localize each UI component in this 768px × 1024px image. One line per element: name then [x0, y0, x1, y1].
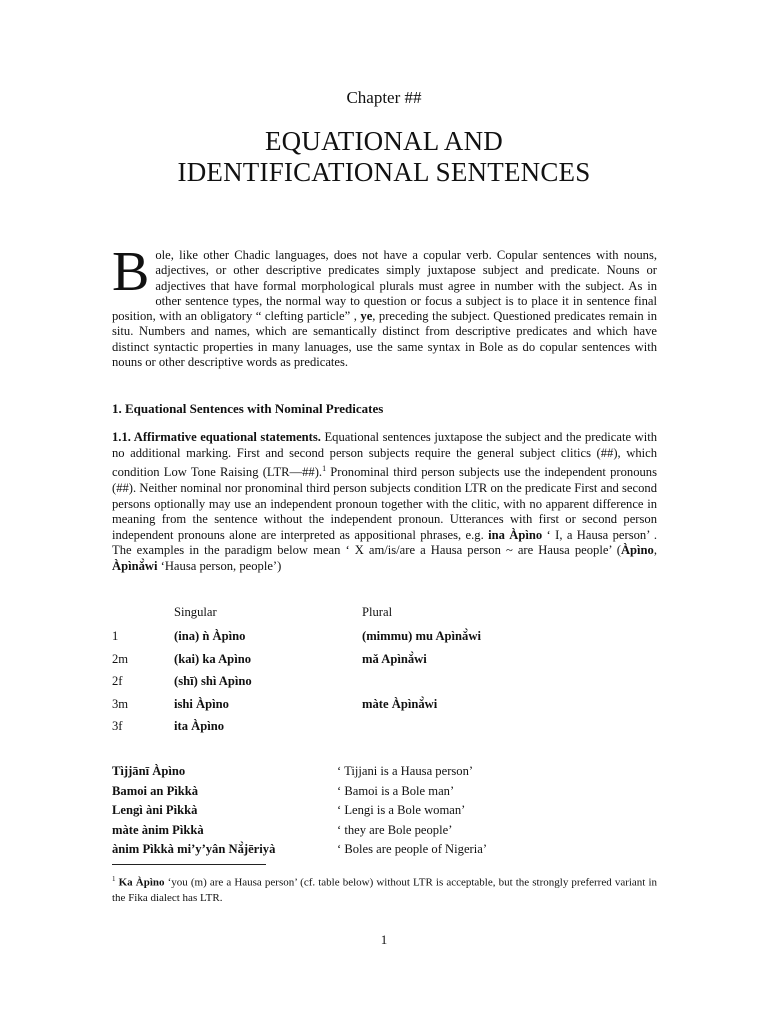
- paradigm-row: [112, 652, 657, 675]
- example-gloss: ‘ Bamoi is a Bole man’: [337, 783, 455, 798]
- example-sentence: Tìjjānī Àpìno: [112, 764, 186, 778]
- example-gloss: ‘ Boles are people of Nigeria’: [337, 842, 488, 856]
- singular-form: (shī) shì Apìno: [174, 674, 252, 688]
- paradigm-row: [112, 629, 657, 652]
- example-list: [112, 764, 657, 862]
- person-label: 1: [112, 629, 119, 643]
- footnote-divider: [112, 864, 266, 865]
- intro-text: ole, like other Chadic languages, does not have a copular verb. Copular sentences with nouns, adjectives, or other descriptive predicates simply juxtapose subject and predicate. Nouns or adjectives that have formal morphological plurals must agree in number with the subject. As in other sentence types, the normal way to question or focus a subject is to place it in sentence final position, with an obligatory “ clefting particle” ,: [112, 248, 657, 324]
- drop-cap: B: [112, 241, 150, 303]
- section-heading: 1. Equational Sentences with Nominal Predicates: [112, 401, 384, 416]
- chapter-title: [0, 126, 768, 188]
- paradigm-header-row: [112, 605, 657, 629]
- plural-form: màte Àpìnǎ̀wi: [362, 696, 438, 711]
- example-gloss: ‘ they are Bole people’: [337, 822, 453, 837]
- example-sentence: Bamoi an Pìkkà: [112, 783, 199, 798]
- footnote-example: Ka Àpìno: [118, 876, 165, 889]
- affirmative-paragraph: [112, 430, 657, 575]
- example-gloss: ‘ Tijjani is a Hausa person’: [337, 764, 474, 778]
- example-sentence: màte ànim Pìkkà: [112, 822, 204, 837]
- paradigm-row: [112, 674, 657, 697]
- plural-form: mǎ Apìnǎ̀wi: [362, 651, 427, 666]
- person-label: 3m: [112, 696, 129, 711]
- example-row: [112, 784, 657, 804]
- chapter-title-line-2: IDENTIFICATIONAL SENTENCES: [177, 157, 591, 187]
- footnote-number: 1: [112, 875, 116, 883]
- paradigm-header-plural: Plural: [362, 605, 393, 619]
- para-text-4: ‘Hausa person, people’): [157, 558, 282, 573]
- example-sentence: Lengì àni Pìkkà: [112, 803, 198, 817]
- plural-form: (mimmu) mu Apìnǎ̀wi: [362, 629, 481, 643]
- example-inline-1: ina Àpìno: [488, 527, 543, 542]
- example-inline-2: Àpìno: [620, 543, 654, 558]
- paradigm-row: [112, 697, 657, 720]
- example-gloss: ‘ Lengi is a Bole woman’: [337, 803, 466, 817]
- para-text-2: Pronominal third person subjects use the independent pronouns (##). Neither nominal nor pronominal third person subjects condition LTR on the predicate First and second persons optionally may use an independent pronoun together with the clitic, with no apparent difference in meaning from the sentence without the independent pronoun. Utterances with first or second person independent pronouns alone are interpreted as appositional phrases, e.g.: [112, 465, 657, 542]
- example-row: [112, 764, 657, 784]
- footnote-text: ‘you (m) are a Hausa person’ (cf. table below) without LTR is acceptable, but the strongly preferred variant in the Fika dialect has LTR.: [112, 876, 658, 904]
- intro-paragraph: [112, 241, 657, 370]
- example-inline-3: Àpìnǎ̀wi: [112, 558, 158, 573]
- footnote-marker[interactable]: 1: [322, 464, 327, 474]
- paradigm-table: [112, 605, 657, 742]
- para-sep: ,: [653, 543, 657, 558]
- example-sentence: ànim Pìkkà mi’y’yân Nǎ̀jēriyà: [112, 842, 276, 856]
- singular-form: ishi Àpìno: [174, 696, 229, 711]
- page-number: 1: [380, 932, 388, 947]
- paradigm-row: [112, 719, 657, 742]
- footnote: [112, 872, 657, 906]
- singular-form: ita Àpìno: [174, 719, 225, 733]
- example-row: [112, 803, 657, 823]
- person-label: 3f: [112, 719, 123, 733]
- person-label: 2m: [112, 651, 129, 666]
- clefting-particle: ye: [360, 309, 373, 324]
- intro-text-2: , preceding the subject. Questioned predicates remain in situ. Numbers and names, which are semantically distinct from descriptive predicates and which have distinct syntactic properties in many lanuages, use the same syntax in Bole as do copular sentences with nouns or other descriptive words as predicates.: [112, 309, 657, 370]
- chapter-label: Chapter ##: [346, 88, 422, 107]
- singular-form: (ina) ǹ Àpìno: [174, 629, 246, 643]
- chapter-title-line-1: EQUATIONAL AND: [264, 126, 504, 156]
- paradigm-header-singular: Singular: [174, 605, 217, 619]
- para-text-1: Equational sentences juxtapose the subject and the predicate with no additional marking. First and second person subjects require the general subject clitics (##), which condition Low Tone Raising (LTR—##).: [112, 430, 657, 480]
- example-row: [112, 842, 657, 862]
- example-row: [112, 823, 657, 843]
- singular-form: (kai) ka Apìno: [174, 651, 251, 666]
- person-label: 2f: [112, 674, 123, 688]
- para-text-3: ‘ I, a Hausa person’ . The examples in the paradigm below mean ‘ X am/is/are a Hausa person ~ are Hausa people’ (: [112, 527, 657, 558]
- subsection-heading: 1.1. Affirmative equational statements.: [112, 430, 321, 444]
